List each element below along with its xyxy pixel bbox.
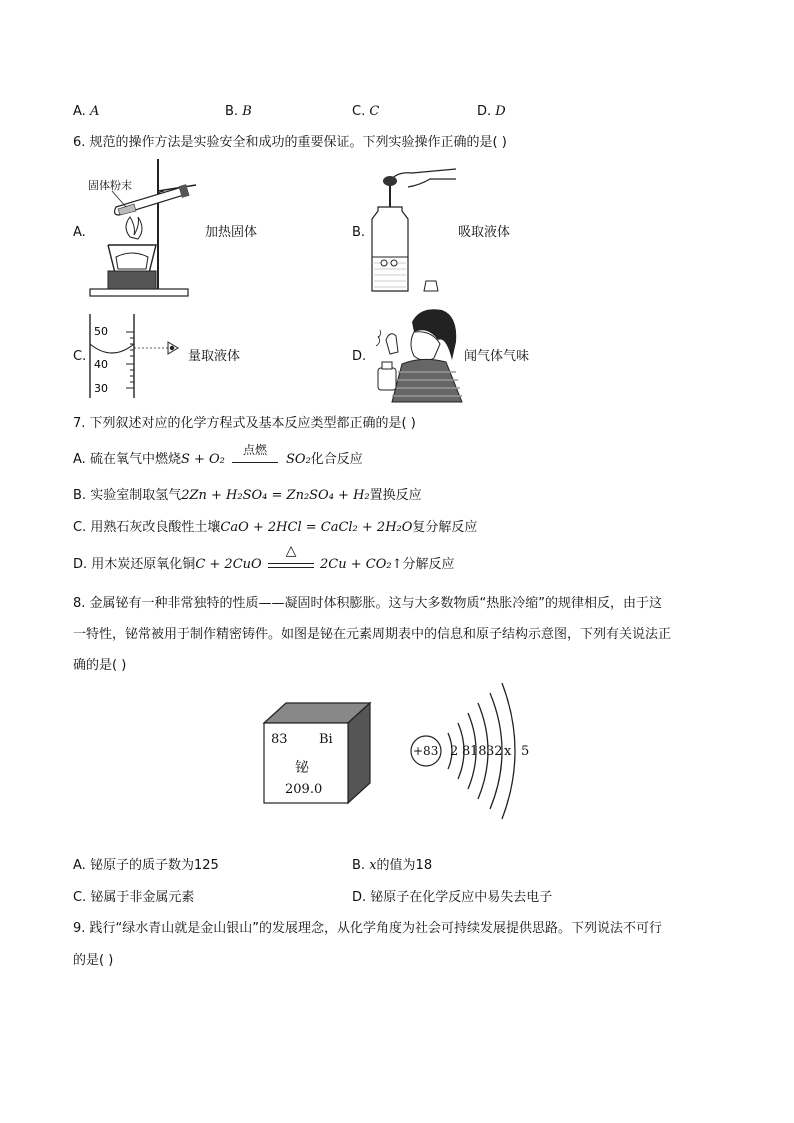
q9-stem-line2: 的是( ) xyxy=(73,953,114,968)
q5-option-a: A. A xyxy=(73,104,100,119)
q7-d-condition: △ xyxy=(285,543,297,559)
q6-option-c-label: 量取液体 xyxy=(188,349,241,364)
atom-shell-4: 32 xyxy=(486,744,503,759)
q8-stem-line3: 确的是( ) xyxy=(73,658,127,673)
q6-option-d-label: 闻气体气味 xyxy=(464,349,530,364)
q8-option-c: C. 铋属于非金属元素 xyxy=(73,890,195,905)
q7-a-condition: 点燃 xyxy=(242,443,267,457)
q7-stem: 7. 下列叙述对应的化学方程式及基本反应类型都正确的是( ) xyxy=(73,416,416,431)
q5-option-b: B. B xyxy=(225,104,252,119)
smell-gas-figure xyxy=(372,306,464,402)
q7-d-line-1 xyxy=(268,563,314,564)
q9-stem-line1: 9. 践行“绿水青山就是金山银山”的发展理念，从化学角度为社会可持续发展提供思路。下列说法不可行 xyxy=(73,921,663,936)
atom-shell-3: 18 xyxy=(470,744,487,759)
q7-option-b: B. 实验室制取氢气2Zn + H₂SO₄ = Zn₂SO₄ + H₂置换反应 xyxy=(73,488,422,503)
q7-a-arrow xyxy=(232,462,278,463)
scale-40: 40 xyxy=(94,358,108,371)
graduated-cylinder-figure xyxy=(86,312,186,400)
scale-50: 50 xyxy=(94,325,108,338)
dropper-bottle-figure xyxy=(368,167,460,293)
scale-30: 30 xyxy=(94,382,108,395)
q6-option-b-label: 吸取液体 xyxy=(458,225,511,240)
heating-solid-figure xyxy=(86,157,196,299)
q7-d-line-2 xyxy=(268,567,314,568)
q8-option-a: A. 铋原子的质子数为125 xyxy=(73,858,219,873)
q6-option-c-letter: C. xyxy=(73,349,87,364)
q5-option-d: D. D xyxy=(477,104,506,119)
element-number: 83 xyxy=(271,732,288,747)
q8-option-d: D. 铋原子在化学反应中易失去电子 xyxy=(352,890,553,905)
q8-option-b: B. x的值为18 xyxy=(352,858,433,873)
q6-stem: 6. 规范的操作方法是实验安全和成功的重要保证。下列实验操作正确的是( ) xyxy=(73,135,507,150)
atom-shell-5: x xyxy=(504,744,512,759)
element-mass: 209.0 xyxy=(285,782,323,797)
q7-option-d: D. 用木炭还原氧化铜C + 2CuO xyxy=(73,557,262,572)
q6-option-d-letter: D. xyxy=(352,349,367,364)
atom-shell-2: 8 xyxy=(462,744,471,759)
q8-stem-line2: 一特性，铋常被用于制作精密铸件。如图是铋在元素周期表中的信息和原子结构示意图，下列有关说法正 xyxy=(73,627,672,642)
q7-d-product: 2Cu + CO₂↑分解反应 xyxy=(320,557,455,572)
q6-option-a-label: 加热固体 xyxy=(205,225,258,240)
q5-option-c: C. C xyxy=(352,104,380,119)
atom-shell-6: 5 xyxy=(521,744,530,759)
solid-powder-label: 固体粉末 xyxy=(88,179,132,192)
q8-stem-line1: 8. 金属铋有一种非常独特的性质——凝固时体积膨胀。这与大多数物质“热胀冷缩”的规律相反，由于这 xyxy=(73,596,663,611)
element-name: 铋 xyxy=(295,760,309,776)
q7-a-product: SO₂化合反应 xyxy=(286,452,363,467)
q6-option-b-letter: B. xyxy=(352,225,366,240)
atom-shell-1: 2 xyxy=(450,744,459,759)
q7-option-c: C. 用熟石灰改良酸性土壤CaO + 2HCl = CaCl₂ + 2H₂O复分解反应 xyxy=(73,520,478,535)
q7-option-a: A. 硫在氧气中燃烧S + O₂ xyxy=(73,452,225,467)
q6-option-a-letter: A. xyxy=(73,225,86,240)
element-symbol: Bi xyxy=(319,732,333,747)
atom-nucleus: +83 xyxy=(413,744,439,758)
